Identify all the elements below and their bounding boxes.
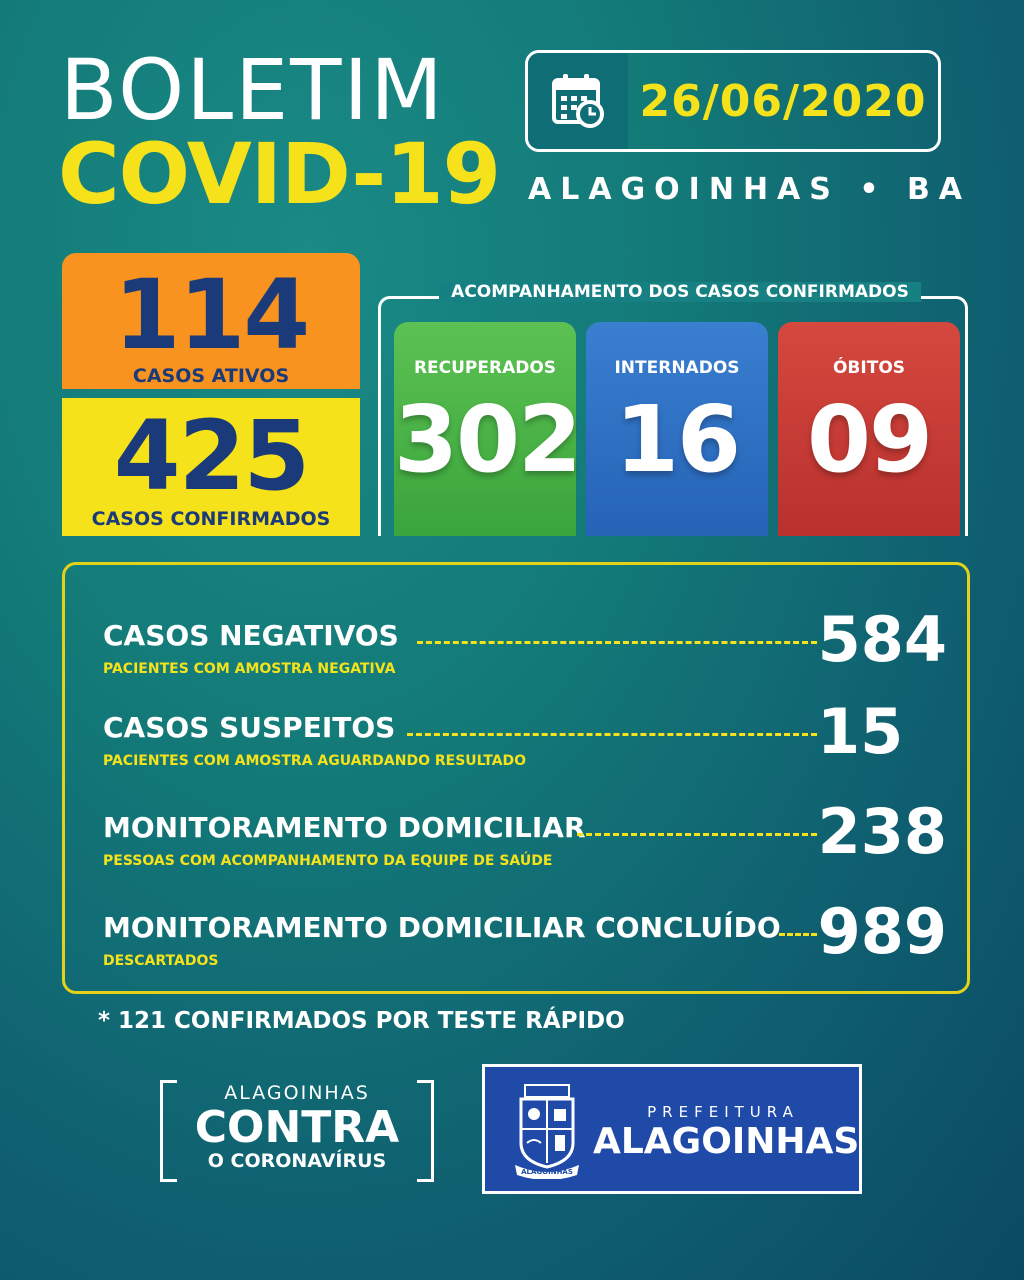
recovered-value: 302 xyxy=(394,386,581,493)
recovered-label: RECUPERADOS xyxy=(413,358,557,378)
confirmed-cases-value: 425 xyxy=(113,400,309,512)
rapid-test-footnote: * 121 CONFIRMADOS POR TESTE RÁPIDO xyxy=(98,1008,625,1034)
active-cases-box xyxy=(62,253,360,389)
stat-value: 989 xyxy=(817,895,947,968)
prefeitura-line2: ALAGOINHAS xyxy=(593,1121,860,1162)
stat-sub: DESCARTADOS xyxy=(103,953,219,969)
date-box xyxy=(525,50,941,152)
place-label: ALAGOINHAS • BA xyxy=(528,172,972,207)
prefeitura-line1: PREFEITURA xyxy=(647,1103,799,1121)
campaign-line2: CONTRA xyxy=(194,1102,400,1153)
stat-value: 238 xyxy=(817,795,947,868)
title-covid: COVID-19 xyxy=(58,125,501,223)
stat-name: CASOS SUSPEITOS xyxy=(103,711,396,744)
campaign-line1: ALAGOINHAS xyxy=(224,1082,370,1104)
dotted-leader xyxy=(407,733,817,736)
confirmed-cases-label: CASOS CONFIRMADOS xyxy=(91,508,331,530)
calendar-clock-icon xyxy=(528,53,628,149)
city-crest-icon xyxy=(511,1083,583,1179)
stat-row-home-monitoring-done xyxy=(103,895,947,991)
hospitalized-card xyxy=(586,322,768,536)
stat-row-home-monitoring xyxy=(103,795,947,891)
active-cases-label: CASOS ATIVOS xyxy=(132,365,290,387)
stat-name: MONITORAMENTO DOMICILIAR CONCLUÍDO xyxy=(103,911,781,944)
deaths-label: ÓBITOS xyxy=(832,358,906,378)
dotted-leader xyxy=(417,641,817,644)
stats-panel xyxy=(62,562,970,994)
stat-value: 584 xyxy=(817,603,947,676)
hospitalized-value: 16 xyxy=(614,386,740,493)
stat-sub: PACIENTES COM AMOSTRA AGUARDANDO RESULTADO xyxy=(103,753,527,769)
recovered-card xyxy=(394,322,581,536)
svg-text:ALAGOINHAS: ALAGOINHAS xyxy=(521,1168,573,1176)
campaign-logo xyxy=(160,1080,434,1178)
tracking-title: ACOMPANHAMENTO DOS CASOS CONFIRMADOS xyxy=(420,282,940,302)
stat-sub: PACIENTES COM AMOSTRA NEGATIVA xyxy=(103,661,396,677)
hospitalized-label: INTERNADOS xyxy=(614,358,740,378)
bulletin-date: 26/06/2020 xyxy=(639,75,927,127)
stat-row-negative xyxy=(103,603,947,699)
active-cases-value: 114 xyxy=(113,259,309,371)
prefeitura-logo xyxy=(482,1064,862,1194)
stat-value: 15 xyxy=(817,695,904,768)
stat-sub: PESSOAS COM ACOMPANHAMENTO DA EQUIPE DE SAÚDE xyxy=(103,853,553,869)
campaign-line3: O CORONAVÍRUS xyxy=(207,1150,387,1172)
stat-name: MONITORAMENTO DOMICILIAR xyxy=(103,811,586,844)
dotted-leader xyxy=(779,933,817,936)
dotted-leader xyxy=(577,833,817,836)
stat-row-suspected xyxy=(103,695,947,791)
confirmed-cases-box xyxy=(62,398,360,536)
deaths-card xyxy=(778,322,960,536)
stat-name: CASOS NEGATIVOS xyxy=(103,619,399,652)
deaths-value: 09 xyxy=(806,386,932,493)
title-boletim: BOLETIM xyxy=(60,41,445,139)
